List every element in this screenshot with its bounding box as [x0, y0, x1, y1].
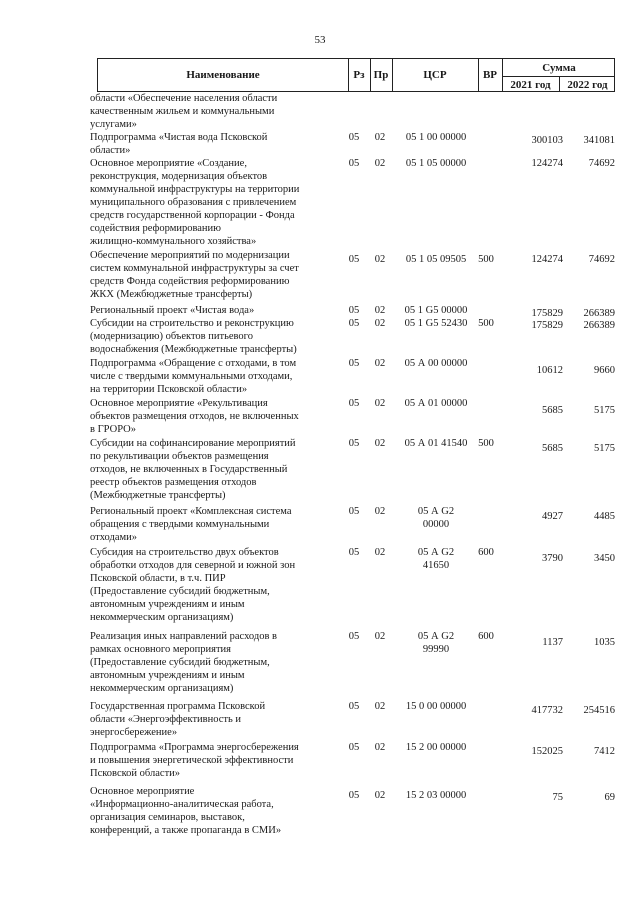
row-name: Подпрограмма «Программа энергосбережения и повышения энергетической эффективности Псковской области»	[90, 742, 299, 779]
row-rz: 05	[348, 305, 360, 316]
row-csr: 05 1 05 09505	[405, 254, 467, 265]
row-pr: 02	[374, 254, 386, 265]
row-sum-2021: 5685	[542, 405, 563, 416]
row-sum-2022: 1035	[594, 637, 615, 648]
row-sum-2021: 152025	[531, 746, 563, 757]
row-sum-2022: 266389	[583, 320, 615, 331]
row-vr: 600	[478, 547, 494, 558]
row-pr: 02	[374, 305, 386, 316]
row-pr: 02	[374, 790, 386, 801]
row-sum-2022: 4485	[594, 511, 615, 522]
row-pr: 02	[374, 506, 386, 517]
row-name: Основное мероприятие «Рекультивация объектов размещения отходов, не включенных в ГРОРО»	[90, 398, 299, 435]
row-sum-2021: 175829	[531, 308, 563, 319]
row-sum-2021: 417732	[531, 705, 563, 716]
page-number: 53	[314, 34, 326, 46]
row-sum-2021: 75	[552, 792, 563, 803]
row-sum-2022: 266389	[583, 308, 615, 319]
row-sum-2022: 7412	[594, 746, 615, 757]
row-rz: 05	[348, 547, 360, 558]
row-name: Государственная программа Псковской области «Энергоэффективность и энергосбережение»	[90, 701, 266, 738]
row-pr: 02	[374, 158, 386, 169]
row-vr: 500	[478, 318, 494, 329]
row-sum-2022: 74692	[588, 158, 615, 169]
row-pr: 02	[374, 398, 386, 409]
row-pr: 02	[374, 438, 386, 449]
row-rz: 05	[348, 790, 360, 801]
row-csr: 15 2 00 00000	[405, 742, 467, 753]
row-name: Реализация иных направлений расходов в рамках основного мероприятия (Предоставление субсидий бюджетным, автономным учреждениям и иным некоммерческим организациям)	[90, 631, 278, 694]
row-rz: 05	[348, 631, 360, 642]
row-pr: 02	[374, 701, 386, 712]
row-csr: 15 2 03 00000	[405, 790, 467, 801]
row-sum-2022: 9660	[594, 365, 615, 376]
row-rz: 05	[348, 132, 360, 143]
row-csr: 05 1 G5 52430	[404, 318, 468, 329]
header-2022: 2022 год	[567, 78, 608, 91]
row-rz: 05	[348, 701, 360, 712]
table-header	[97, 58, 615, 92]
row-name: Основное мероприятие «Информационно-аналитическая работа, организация семинаров, выставок, конференций, а также пропаганда в СМИ»	[90, 786, 282, 836]
row-name: области «Обеспечение населения области качественным жильем и коммунальными услугами»	[90, 93, 278, 130]
row-csr: 05 А G2 41650	[417, 547, 455, 571]
header-csr: ЦСР	[423, 69, 447, 81]
row-rz: 05	[348, 506, 360, 517]
row-sum-2022: 5175	[594, 405, 615, 416]
row-sum-2021: 300103	[531, 135, 563, 146]
row-sum-2022: 3450	[594, 553, 615, 564]
row-name: Обеспечение мероприятий по модернизации систем коммунальной инфраструктуры за счет средств Фонда содействия реформированию ЖКХ (Межбюджетные трансферты)	[90, 250, 299, 300]
row-sum-2021: 175829	[531, 320, 563, 331]
row-name: Субсидия на строительство двух объектов обработки отходов для северной и южной зон Псковской области, в т.ч. ПИР (Предоставление субсидий бюджетным, автономным учреждениям и иным некоммерческим организациям)	[90, 547, 296, 623]
row-rz: 05	[348, 438, 360, 449]
row-rz: 05	[348, 742, 360, 753]
row-name: Субсидии на софинансирование мероприятий по рекультивации объектов размещения отходов, не включенных в Государственный реестр объектов размещения отходов (Межбюджетные трансферты)	[90, 438, 296, 501]
row-sum-2022: 5175	[594, 443, 615, 454]
row-rz: 05	[348, 318, 360, 329]
row-pr: 02	[374, 631, 386, 642]
row-name: Субсидии на строительство и реконструкцию (модернизацию) объектов питьевого водоснабжения (Межбюджетные трансферты)	[90, 318, 297, 355]
row-csr: 05 1 00 00000	[405, 132, 467, 143]
row-pr: 02	[374, 318, 386, 329]
row-sum-2021: 10612	[536, 365, 563, 376]
row-pr: 02	[374, 358, 386, 369]
row-csr: 05 А 00 00000	[404, 358, 468, 369]
row-sum-2021: 124274	[531, 158, 563, 169]
row-sum-2022: 254516	[583, 705, 615, 716]
row-pr: 02	[374, 742, 386, 753]
row-csr: 05 А 01 00000	[404, 398, 468, 409]
row-sum-2021: 1137	[542, 637, 563, 648]
header-vr: ВР	[482, 69, 498, 81]
header-pr: Пр	[373, 69, 389, 81]
row-csr: 05 А G2 00000	[417, 506, 455, 530]
row-csr: 05 А 01 41540	[404, 438, 468, 449]
row-pr: 02	[374, 547, 386, 558]
row-vr: 500	[478, 254, 494, 265]
row-rz: 05	[348, 158, 360, 169]
row-sum-2021: 4927	[542, 511, 563, 522]
header-rz: Рз	[353, 69, 365, 81]
row-sum-2022: 69	[604, 792, 615, 803]
row-sum-2022: 341081	[583, 135, 615, 146]
row-csr: 05 А G2 99990	[417, 631, 455, 655]
row-name: Подпрограмма «Обращение с отходами, в том числе с твердыми коммунальными отходами, на территории Псковской области»	[90, 358, 297, 395]
row-csr: 05 1 G5 00000	[404, 305, 468, 316]
row-sum-2022: 74692	[588, 254, 615, 265]
row-rz: 05	[348, 254, 360, 265]
row-sum-2021: 5685	[542, 443, 563, 454]
row-name: Основное мероприятие «Создание, реконструкция, модернизация объектов коммунальной инфраструктуры на территории муниципального образования с привлечением средств государственной корпорации - Фонда содействия реформированию жилищно-коммунального хозяйства»	[90, 158, 300, 247]
header-sum: Сумма	[542, 61, 576, 74]
row-rz: 05	[348, 358, 360, 369]
row-sum-2021: 3790	[542, 553, 563, 564]
row-vr: 500	[478, 438, 494, 449]
row-csr: 05 1 05 00000	[405, 158, 467, 169]
row-name: Подпрограмма «Чистая вода Псковской области»	[90, 132, 268, 156]
row-sum-2021: 124274	[531, 254, 563, 265]
row-name: Региональный проект «Чистая вода»	[90, 305, 255, 316]
row-rz: 05	[348, 398, 360, 409]
header-2021: 2021 год	[510, 78, 551, 91]
header-name: Наименование	[186, 69, 260, 81]
row-vr: 600	[478, 631, 494, 642]
row-csr: 15 0 00 00000	[405, 701, 467, 712]
row-name: Региональный проект «Комплексная система обращения с твердыми коммунальными отходами»	[90, 506, 292, 543]
row-pr: 02	[374, 132, 386, 143]
